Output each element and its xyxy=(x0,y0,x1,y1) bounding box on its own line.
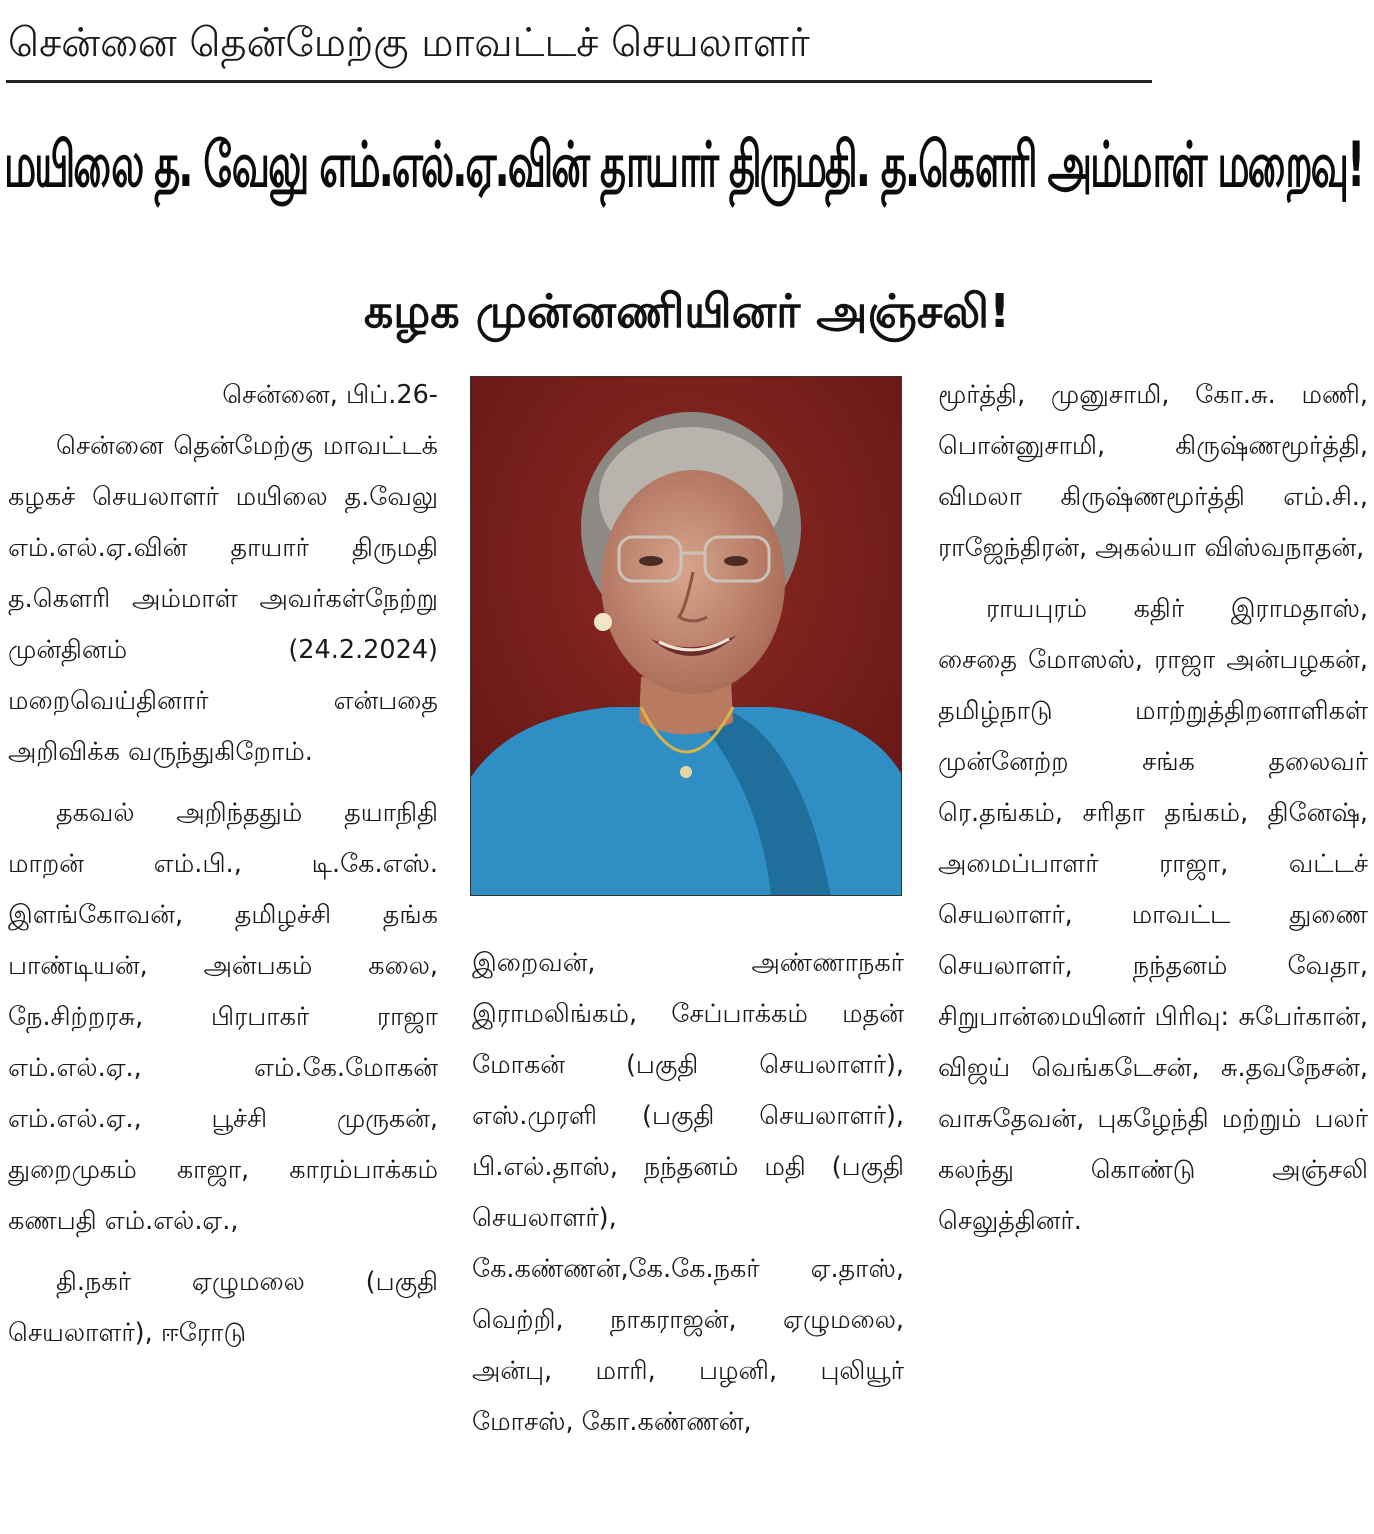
article-column-3 xyxy=(938,370,1368,1247)
article-column-1 xyxy=(8,370,438,1359)
kicker-heading: சென்னை தென்மேற்கு மாவட்டச் செயலாளர் xyxy=(8,20,810,66)
article-column-2 xyxy=(472,938,904,1448)
paragraph: தி.நகர் ஏழுமலை (பகுதி செயலாளர்), ஈரோடு xyxy=(8,1267,438,1348)
headline: மயிலை த. வேலு எம்.எல்.ஏ.வின் தாயார் திருமதி. த.கௌரி அம்மாள் மறைவு! xyxy=(4,130,1364,202)
paragraph: மூர்த்தி, முனுசாமி, கோ.சு. மணி, பொன்னுசாமி, கிருஷ்ணமூர்த்தி, விமலா கிருஷ்ணமூர்த்தி எம்.சி., ராஜேந்திரன், அகல்யா விஸ்வநாதன், xyxy=(938,380,1368,563)
portrait-photo xyxy=(470,376,902,896)
paragraph: இறைவன், அண்ணாநகர் இராமலிங்கம், சேப்பாக்கம் மதன் மோகன் (பகுதி செயலாளர்), எஸ்.முரளி (பகுதி செயலாளர்), பி.எல்.தாஸ், நந்தனம் மதி (பகுதி செயலாளர்), கே.கண்ணன்,கே.கே.நகர் ஏ.தாஸ், வெற்றி, நாகராஜன், ஏழுமலை, அன்பு, மாரி, பழனி, புலியூர் மோசஸ், கோ.கண்ணன், xyxy=(472,948,904,1437)
paragraph: தகவல் அறிந்ததும் தயாநிதி மாறன் எம்.பி., டி.கே.எஸ். இளங்கோவன், தமிழச்சி தங்க பாண்டியன், அன்பகம் கலை, நே.சிற்றரசு, பிரபாகர் ராஜா எம்.எல்.ஏ., எம்.கே.மோகன் எம்.எல்.ஏ., பூச்சி முருகன், துறைமுகம் காஜா, காரம்பாக்கம் கணபதி எம்.எல்.ஏ., xyxy=(8,798,438,1236)
subheadline: கழக முன்னணியினர் அஞ்சலி! xyxy=(363,284,1011,338)
paragraph: ராயபுரம் கதிர் இராமதாஸ், சைதை மோஸஸ், ராஜா அன்பழகன், தமிழ்நாடு மாற்றுத்திறனாளிகள் முன்னேற்ற சங்க தலைவர் ரெ.தங்கம், சரிதா தங்கம், தினேஷ், அமைப்பாளர் ராஜா, வட்டச் செயலாளர், மாவட்ட துணை செயலாளர், நந்தனம் வேதா, சிறுபான்மையினர் பிரிவு: சுபேர்கான், விஜய் வெங்கடேசன், சு.தவநேசன், வாசுதேவன், புகழேந்தி மற்றும் பலர் கலந்து கொண்டு அஞ்சலி செலுத்தினர். xyxy=(938,594,1368,1236)
portrait-illustration xyxy=(471,377,902,896)
dateline: சென்னை, பிப்.26- xyxy=(222,380,438,410)
paragraph: சென்னை தென்மேற்கு மாவட்டக் கழகச் செயலாளர் மயிலை த.வேலு எம்.எல்.ஏ.வின் தாயார் திருமதி த.கௌரி அம்மாள் அவர்கள்நேற்று முன்தினம் (24.2.2024) மறைவெய்தினார் என்பதை அறிவிக்க வருந்துகிறோம். xyxy=(8,431,438,767)
